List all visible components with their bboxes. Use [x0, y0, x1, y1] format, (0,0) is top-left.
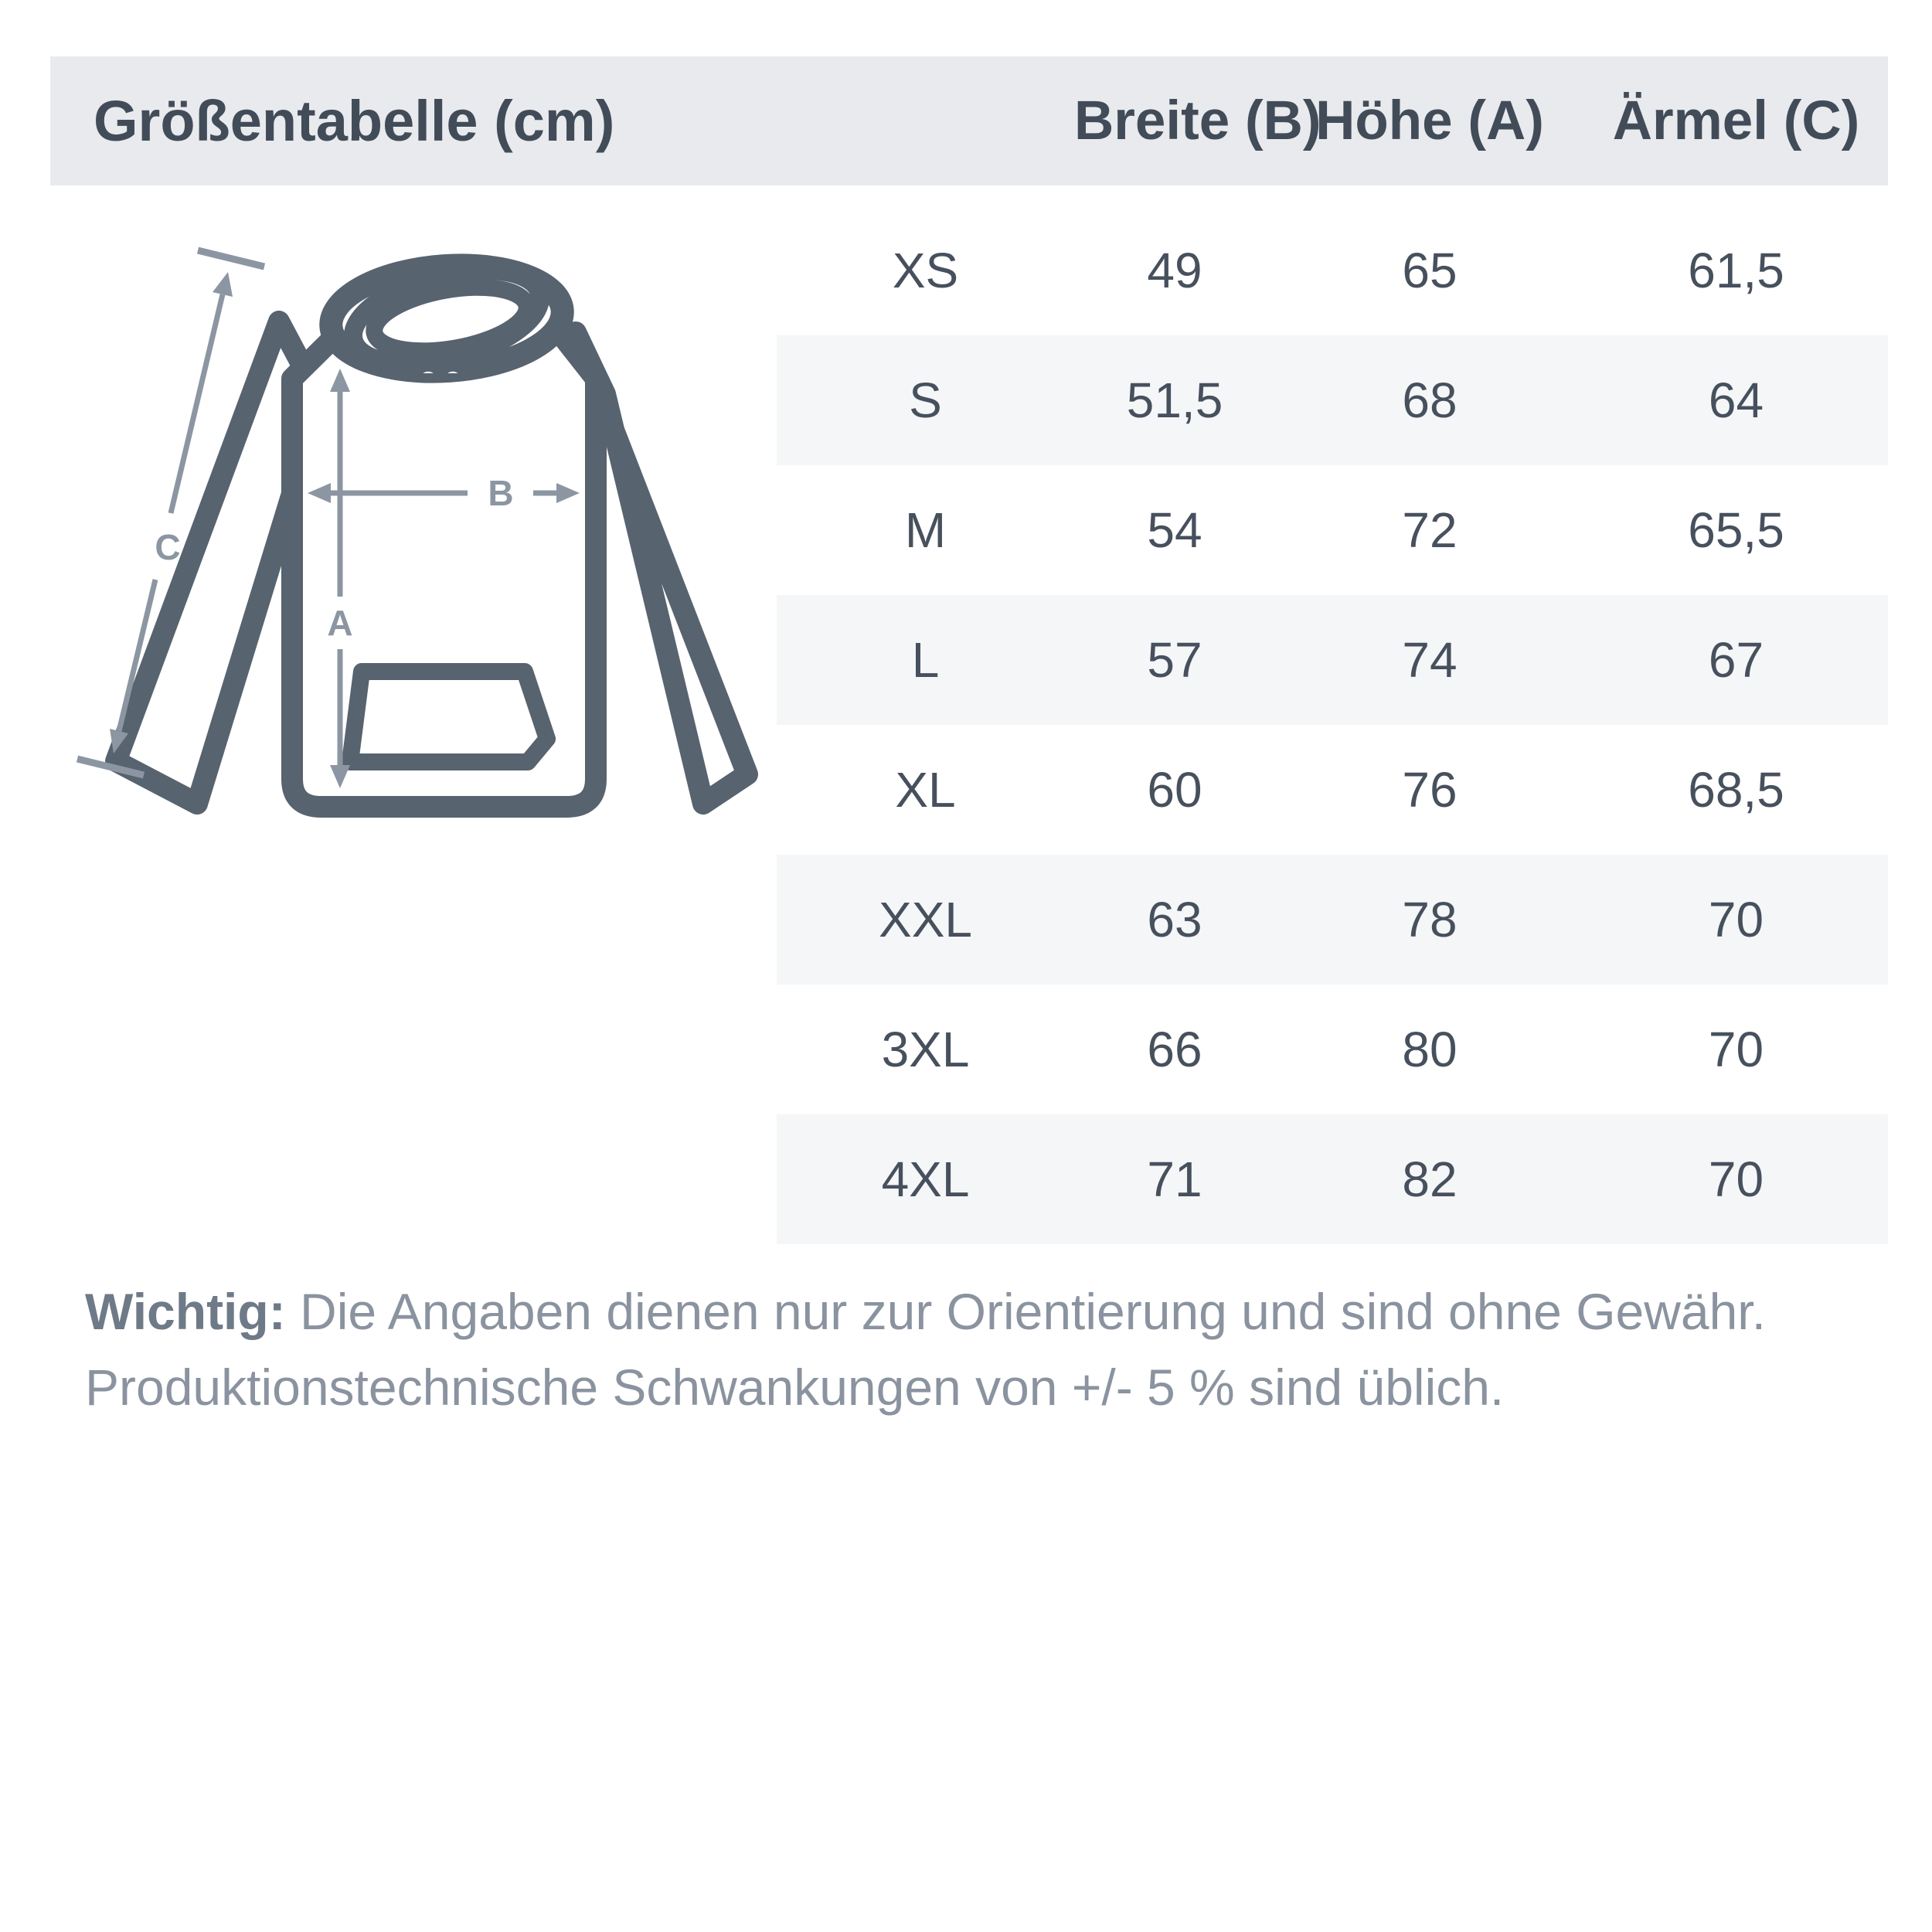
pocket: [350, 672, 547, 762]
aermel-value: 70: [1708, 1151, 1764, 1207]
breite-value: 63: [1147, 892, 1202, 947]
measure-label-c: C: [155, 527, 181, 567]
hoehe-value: 68: [1402, 372, 1458, 428]
aermel-value: 61,5: [1688, 243, 1784, 298]
hood-chin-notch: [413, 366, 468, 373]
hoehe-value: 76: [1402, 762, 1458, 818]
disclaimer-line2: Produktionstechnische Schwankungen von +/- 5 % sind üblich.: [85, 1359, 1505, 1416]
size-label: L: [911, 632, 940, 688]
measure-label-a: A: [327, 603, 353, 643]
table-row-m: [777, 465, 1888, 595]
arrow-c-head-up: [213, 272, 233, 297]
size-label: S: [909, 372, 942, 428]
page-title: Größentabelle (cm): [94, 89, 615, 153]
hoodie-diagram-svg: [50, 185, 777, 850]
disclaimer-label: Wichtig:: [85, 1283, 286, 1340]
aermel-value: 67: [1708, 632, 1764, 688]
breite-value: 49: [1147, 243, 1202, 298]
table-row-xs: [777, 206, 1888, 335]
breite-value: 66: [1147, 1022, 1202, 1077]
size-label: M: [904, 502, 947, 558]
measure-label-b: B: [488, 473, 514, 513]
table-row-3xl: [777, 985, 1888, 1114]
aermel-value: 64: [1708, 372, 1764, 428]
disclaimer-line1: Die Angaben dienen nur zur Orientierung und sind ohne Gewähr.: [300, 1283, 1766, 1340]
breite-value: 54: [1147, 502, 1202, 558]
size-label: XL: [895, 762, 956, 818]
column-header-breite: Breite (B): [1074, 90, 1321, 151]
arrow-c-tick-top: [198, 250, 264, 267]
hoodie-measurement-diagram: [50, 185, 777, 850]
table-header: [50, 56, 1888, 185]
table-row-xl: [777, 725, 1888, 855]
aermel-value: 68,5: [1688, 762, 1784, 818]
aermel-value: 70: [1708, 892, 1764, 947]
size-label: 3XL: [881, 1022, 970, 1077]
table-row-s: [777, 335, 1888, 465]
hoehe-value: 82: [1402, 1151, 1458, 1207]
size-table: [777, 206, 1888, 1244]
size-label: XS: [892, 243, 959, 298]
table-row-l: [777, 595, 1888, 725]
table-row-4xl: [777, 1114, 1888, 1244]
size-label: XXL: [879, 892, 972, 947]
breite-value: 60: [1147, 762, 1202, 818]
column-header-hoehe: Höhe (A): [1315, 90, 1544, 151]
hoehe-value: 65: [1402, 243, 1458, 298]
size-label: 4XL: [881, 1151, 970, 1207]
aermel-value: 70: [1708, 1022, 1764, 1077]
table-row-xxl: [777, 855, 1888, 985]
column-header-aermel: Ärmel (C): [1612, 90, 1860, 151]
aermel-value: 65,5: [1688, 502, 1784, 558]
hoehe-value: 72: [1402, 502, 1458, 558]
breite-value: 71: [1147, 1151, 1202, 1207]
hoehe-value: 74: [1402, 632, 1458, 688]
breite-value: 57: [1147, 632, 1202, 688]
breite-value: 51,5: [1126, 372, 1223, 428]
hoehe-value: 80: [1402, 1022, 1458, 1077]
disclaimer-note: [85, 1274, 1886, 1425]
hoehe-value: 78: [1402, 892, 1458, 947]
